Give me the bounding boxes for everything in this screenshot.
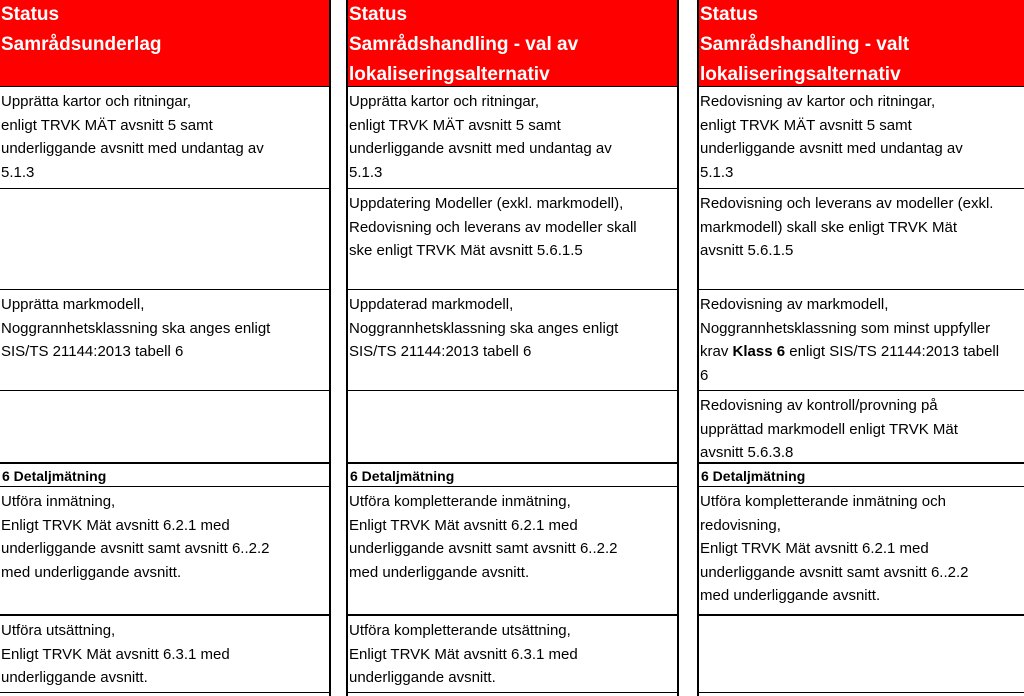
cell-line: SIS/TS 21144:2013 tabell 6 — [349, 343, 532, 360]
table-cell — [348, 614, 677, 692]
cell-line: 5.1.3 — [1, 163, 35, 181]
cell-line: med underliggande avsnitt. — [349, 563, 530, 581]
table-cell — [348, 86, 677, 188]
cell-line: Enligt TRVK Mät avsnitt 6.2.1 med — [349, 516, 578, 534]
table-cell — [0, 86, 329, 188]
table-cell — [699, 86, 1024, 188]
table-cell — [348, 188, 677, 289]
section-title: 6 Detaljmätning — [2, 468, 107, 484]
section-heading — [348, 462, 677, 486]
row-divider — [0, 692, 329, 693]
section-title: 6 Detaljmätning — [701, 468, 806, 484]
cell-line: SIS/TS 21144:2013 tabell 6 — [1, 343, 184, 360]
table-cell-empty — [0, 390, 329, 462]
cell-line: Utföra utsättning, — [1, 622, 116, 639]
cell-line: Enligt TRVK Mät avsnitt 6.3.1 med — [349, 645, 578, 663]
section-title: 6 Detaljmätning — [350, 468, 455, 484]
table-cell — [699, 188, 1024, 289]
cell-line: Utföra kompletterande utsättning, — [349, 622, 571, 639]
column-samradshandling-val — [346, 0, 679, 696]
cell-line: Redovisning och leverans av modeller skall — [349, 218, 637, 236]
column-header — [348, 0, 677, 86]
table-cell — [0, 614, 329, 692]
cell-line: Uppdaterad markmodell, — [349, 296, 514, 313]
table-cell — [0, 486, 329, 614]
cell-line: Utföra kompletterande inmätning och — [700, 493, 946, 510]
cell-line: underliggande avsnitt med undantag av — [1, 140, 264, 157]
cell-line: Enligt TRVK Mät avsnitt 6.3.1 med — [1, 645, 230, 663]
column-header — [699, 0, 1024, 86]
cell-line: med underliggande avsnitt. — [1, 563, 182, 581]
cell-line: Utföra kompletterande inmätning, — [349, 493, 571, 510]
cell-line: underliggande avsnitt. — [1, 669, 148, 686]
cell-line: avsnitt 5.6.3.8 — [700, 444, 794, 461]
cell-text: enligt SIS/TS 21144:2013 tabell — [785, 343, 1000, 360]
table-cell — [348, 289, 677, 390]
cell-line: Redovisning av kontroll/provning på — [700, 397, 938, 414]
header-line: Status — [700, 4, 759, 25]
row-divider — [699, 692, 1024, 693]
cell-line: redovisning, — [700, 516, 781, 534]
cell-line: ske enligt TRVK Mät avsnitt 5.6.1.5 — [349, 242, 583, 259]
header-line: lokaliseringsalternativ — [700, 64, 901, 85]
section-heading — [0, 462, 329, 486]
cell-line: Noggrannhetsklassning som minst uppfyller — [700, 319, 991, 337]
cell-line: upprättad markmodell enligt TRVK Mät — [700, 420, 958, 438]
cell-line: underliggande avsnitt samt avsnitt 6..2.2 — [1, 540, 270, 557]
cell-line: underliggande avsnitt samt avsnitt 6..2.2 — [700, 563, 969, 581]
cell-line: Utföra inmätning, — [1, 493, 116, 510]
table-cell-empty — [348, 390, 677, 462]
cell-line: enligt TRVK MÄT avsnitt 5 samt — [349, 116, 561, 134]
cell-text: krav — [700, 343, 733, 360]
section-heading — [699, 462, 1024, 486]
cell-line: Noggrannhetsklassning ska anges enligt — [349, 319, 619, 337]
table-cell-empty — [0, 188, 329, 289]
header-line: Status — [1, 4, 60, 25]
table-cell — [699, 486, 1024, 614]
cell-line: med underliggande avsnitt. — [700, 587, 881, 604]
bold-text: Klass 6 — [732, 343, 786, 360]
cell-line: enligt TRVK MÄT avsnitt 5 samt — [700, 116, 912, 134]
cell-line: markmodell) skall ske enligt TRVK Mät — [700, 218, 958, 236]
header-line: Samrådshandling - valt — [700, 34, 910, 55]
cell-line: underliggande avsnitt med undantag av — [349, 140, 612, 157]
cell-line: Upprätta kartor och ritningar, — [1, 93, 192, 110]
cell-line: underliggande avsnitt med undantag av — [700, 140, 963, 157]
cell-line: avsnitt 5.6.1.5 — [700, 242, 794, 259]
header-line: Status — [349, 4, 408, 25]
table-cell-empty — [699, 614, 1024, 692]
cell-line: Noggrannhetsklassning ska anges enligt — [1, 319, 271, 337]
cell-line: Enligt TRVK Mät avsnitt 6.2.1 med — [1, 516, 230, 534]
cell-line: 5.1.3 — [700, 163, 734, 181]
column-samradsunderlag — [0, 0, 331, 696]
cell-line: Upprätta kartor och ritningar, — [349, 93, 540, 110]
header-line: Samrådshandling - val av — [349, 34, 579, 55]
cell-line: Uppdatering Modeller (exkl. markmodell), — [349, 195, 624, 212]
header-line: Samrådsunderlag — [1, 34, 162, 55]
cell-line — [700, 340, 1024, 364]
cell-line: Redovisning och leverans av modeller (exkl. — [700, 195, 994, 212]
cell-line: 6 — [700, 366, 709, 384]
column-header — [0, 0, 329, 86]
table-cell — [699, 289, 1024, 390]
cell-line: Upprätta markmodell, — [1, 296, 145, 313]
row-divider — [348, 692, 677, 693]
header-line: lokaliseringsalternativ — [349, 64, 550, 85]
column-samradshandling-valt — [697, 0, 1024, 696]
cell-line: 5.1.3 — [349, 163, 383, 181]
cell-line: Enligt TRVK Mät avsnitt 6.2.1 med — [700, 540, 929, 557]
table-cell — [348, 486, 677, 614]
cell-line: Redovisning av kartor och ritningar, — [700, 93, 936, 110]
table-cell — [699, 390, 1024, 462]
cell-line: Redovisning av markmodell, — [700, 296, 889, 313]
cell-line: enligt TRVK MÄT avsnitt 5 samt — [1, 116, 213, 134]
cell-line: underliggande avsnitt samt avsnitt 6..2.2 — [349, 540, 618, 557]
cell-line: underliggande avsnitt. — [349, 669, 496, 686]
table-cell — [0, 289, 329, 390]
